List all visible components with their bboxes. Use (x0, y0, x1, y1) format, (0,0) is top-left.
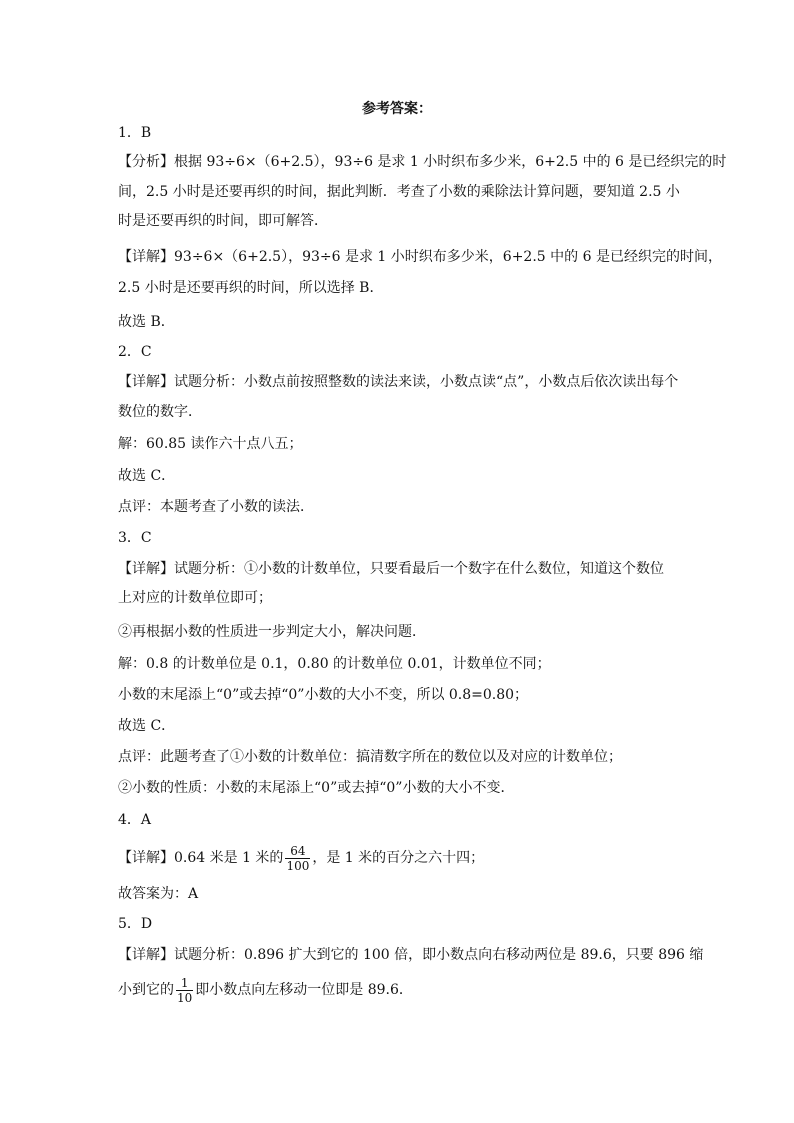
q3-comment-line: 点评：此题考查了①小数的计数单位：搞清数字所在的数位以及对应的计数单位； (118, 749, 622, 765)
q5-detail-text: 即小数点向左移动一位即是 89.6． (195, 982, 413, 998)
q2-comment: 点评：本题考查了小数的读法． (118, 499, 314, 515)
q5-fraction-denominator: 10 (177, 990, 193, 1005)
q2-solution: 解：60.85 读作六十点八五； (118, 436, 303, 452)
q4-detail-text: 【详解】0.64 米是 1 米的 (118, 850, 284, 866)
page-title: 参考答案： (362, 101, 432, 117)
q5-detail-text: 小到它的 (118, 982, 174, 998)
q2-label: 2．C (118, 344, 152, 360)
q3-solution-line: 小数的末尾添上“0”或去掉“0”小数的大小不变，所以 0.8=0.80； (118, 687, 529, 703)
q2-detail-line: 【详解】试题分析：小数点前按照整数的读法来读，小数点读“点”，小数点后依次读出每个 (118, 374, 679, 390)
q4-fraction-denominator: 100 (286, 858, 310, 873)
q1-detail-line: 2.5 小时是还要再织的时间，所以选择 B． (118, 280, 384, 296)
q4-label: 4．A (118, 812, 152, 828)
q1-analysis-line: 时是还要再织的时间，即可解答． (118, 213, 328, 229)
q3-detail-line: ②再根据小数的性质进一步判定大小，解决问题． (118, 624, 426, 640)
q5-fraction-numerator: 1 (176, 976, 193, 991)
q3-solution-line: 解：0.8 的计数单位是 0.1，0.80 的计数单位 0.01，计数单位不同； (118, 656, 551, 672)
q1-answer: 故选 B． (118, 314, 175, 330)
q4-detail-line (118, 840, 678, 876)
q4-fraction (285, 844, 310, 873)
q5-label: 5．D (118, 916, 153, 932)
q5-fraction (176, 976, 193, 1005)
q3-detail-line: 上对应的计数单位即可； (118, 590, 272, 606)
q1-analysis-line: 间，2.5 小时是还要再织的时间，据此判断．考查了小数的乘除法计算问题，要知道 2.5 小 (118, 184, 680, 200)
q1-detail-line: 【详解】93÷6×（6+2.5），93÷6 是求 1 小时织布多少米，6+2.5 中的 6 是已经织完的时间， (118, 249, 722, 265)
q2-answer: 故选 C． (118, 468, 176, 484)
q5-detail-line (118, 972, 678, 1008)
q2-detail-line: 数位的数字． (118, 404, 202, 420)
q4-detail-text: ，是 1 米的百分之六十四； (312, 850, 485, 866)
q3-label: 3．C (118, 530, 152, 546)
q1-label: 1．B (118, 125, 152, 141)
q3-detail-line: 【详解】试题分析：①小数的计数单位，只要看最后一个数字在什么数位，知道这个数位 (118, 561, 664, 577)
q3-comment-line: ②小数的性质：小数的末尾添上“0”或去掉“0”小数的大小不变． (118, 780, 515, 796)
q5-detail-line: 【详解】试题分析：0.896 扩大到它的 100 倍，即小数点向右移动两位是 89.6，只要 896 缩 (118, 947, 704, 963)
q1-analysis-line: 【分析】根据 93÷6×（6+2.5），93÷6 是求 1 小时织布多少米，6+2.5 中的 6 是已经织完的时 (118, 154, 727, 170)
q4-answer: 故答案为：A (118, 886, 199, 902)
q4-fraction-numerator: 64 (285, 844, 310, 859)
q3-answer: 故选 C． (118, 718, 176, 734)
